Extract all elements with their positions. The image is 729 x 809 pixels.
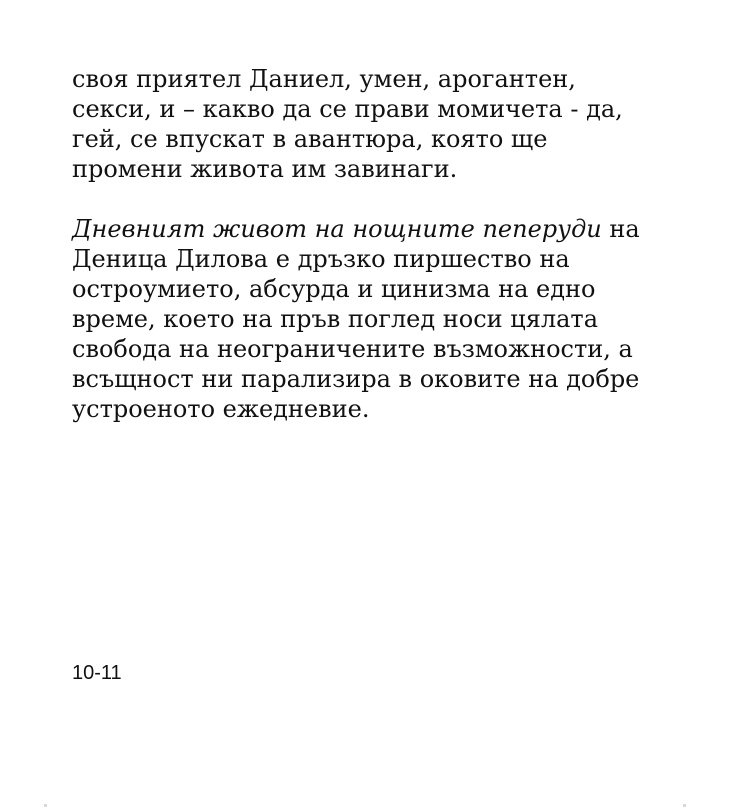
paragraph-2-line-7: устроеното ежедневие.	[72, 395, 370, 423]
paragraph-2-line-4: време, което на пръв поглед носи цялата	[72, 305, 599, 333]
book-title-italic: Дневният живот на нощните пеперуди	[72, 215, 602, 243]
paragraph-2-line-3: остроумието, абсурда и цинизма на едно	[72, 275, 596, 303]
paragraph-spacer	[72, 184, 672, 214]
page-number: 10-11	[72, 662, 122, 684]
paragraph-1-line-1: своя приятел Даниел, умен, арогантен,	[72, 65, 576, 93]
page-corner-mark-left	[44, 804, 47, 807]
paragraph-1-line-3: гей, се впускат в авантюра, която ще	[72, 125, 548, 153]
paragraph-1-line-2: секси, и – какво да се прави момичета - да,	[72, 95, 623, 123]
paragraph-2-line-5: свобода на неограничените възможности, а	[72, 335, 633, 363]
paragraph-1	[72, 64, 672, 184]
paragraph-2-line-6: всъщност ни парализира в оковите на добре	[72, 365, 640, 393]
page-corner-mark-right	[683, 804, 686, 807]
paragraph-2	[72, 214, 672, 424]
paragraph-1-line-4: промени живота им завинаги.	[72, 155, 458, 183]
paragraph-2-line-1-rest: на	[601, 215, 640, 243]
body-text	[72, 64, 672, 424]
paragraph-2-line-2: Деница Дилова е дръзко пиршество на	[72, 245, 570, 273]
paragraph-2-line-1	[72, 214, 672, 244]
